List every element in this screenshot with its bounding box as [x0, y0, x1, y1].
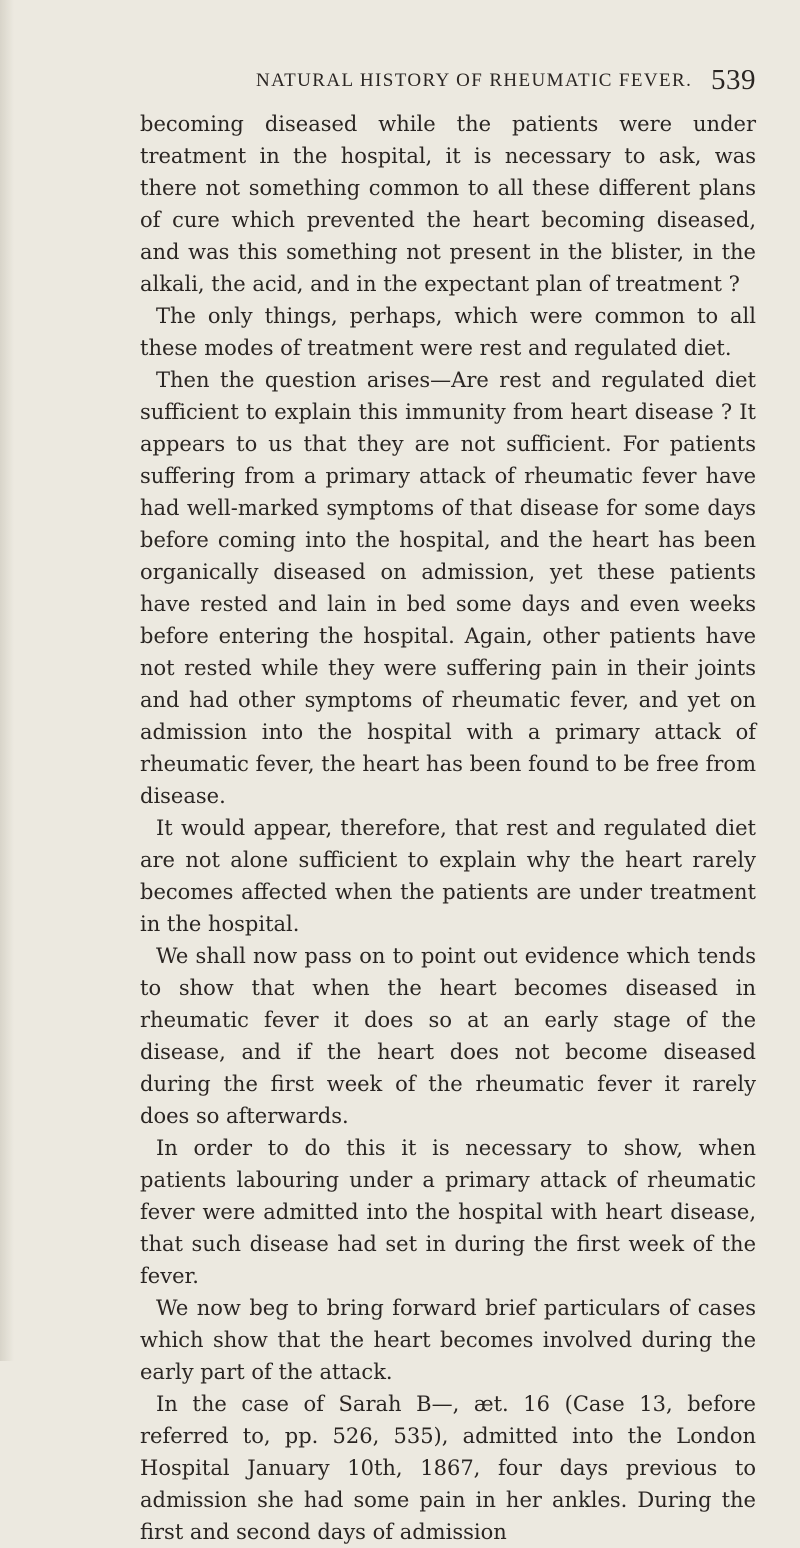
paragraph-cases-intro: We now beg to bring forward brief particulars of cases which show that the heart becomes involved during the early part of the attack. [140, 1296, 756, 1384]
paragraph-conclusion-rest: It would appear, therefore, that rest and regulated diet are not alone sufficient to explain why the heart rarely becomes affected when the patients are under treatment in the hospital. [140, 816, 756, 936]
paragraph-question-immunity: Then the question arises—Are rest and regulated diet sufficient to explain this immunity from heart disease ? It appears to us that they are not sufficient. For patients suffering from a primary attack of rheumatic fever have had well-marked symptoms of that disease for some days before coming into the hospital, and the heart has been organically diseased on admission, yet these patients have rested and lain in bed some days and even weeks before entering the hospital. Again, other patients have not rested while they were suffering pain in their joints and had other symptoms of rheumatic fever, and yet on admission into the hospital with a primary attack of rheumatic fever, the heart has been found to be free from disease. [140, 368, 756, 808]
page-number: 539 [711, 64, 756, 96]
paragraph-first-week-onset: In order to do this it is necessary to show, when patients labouring under a primary attack of rheumatic fever were admitted into the hospital with heart disease, that such disease had set in during the first week of the fever. [140, 1136, 756, 1288]
page-header [256, 64, 756, 104]
paragraph-rest-and-diet: The only things, perhaps, which were common to all these modes of treatment were rest and regulated diet. [140, 304, 756, 360]
running-title: NATURAL HISTORY OF RHEUMATIC FEVER. [256, 70, 693, 91]
paragraph-early-stage-evidence: We shall now pass on to point out evidence which tends to show that when the heart becomes diseased in rheumatic fever it does so at an early stage of the disease, and if the heart does not become diseased during the first week of the rheumatic fever it rarely does so afterwards. [140, 944, 756, 1128]
body-text [140, 108, 756, 1548]
paragraph-case-sarah-b: In the case of Sarah B—, æt. 16 (Case 13, before referred to, pp. 526, 535), admitted into the London Hospital January 10th, 1867, four days previous to admission she had some pain in her ankles. During the first and second days of admission [140, 1392, 756, 1544]
paragraph-continuation: becoming diseased while the patients were under treatment in the hospital, it is necessary to ask, was there not something common to all these different plans of cure which prevented the heart becoming diseased, and was this something not present in the blister, in the alkali, the acid, and in the expectant plan of treatment ? [140, 112, 756, 296]
